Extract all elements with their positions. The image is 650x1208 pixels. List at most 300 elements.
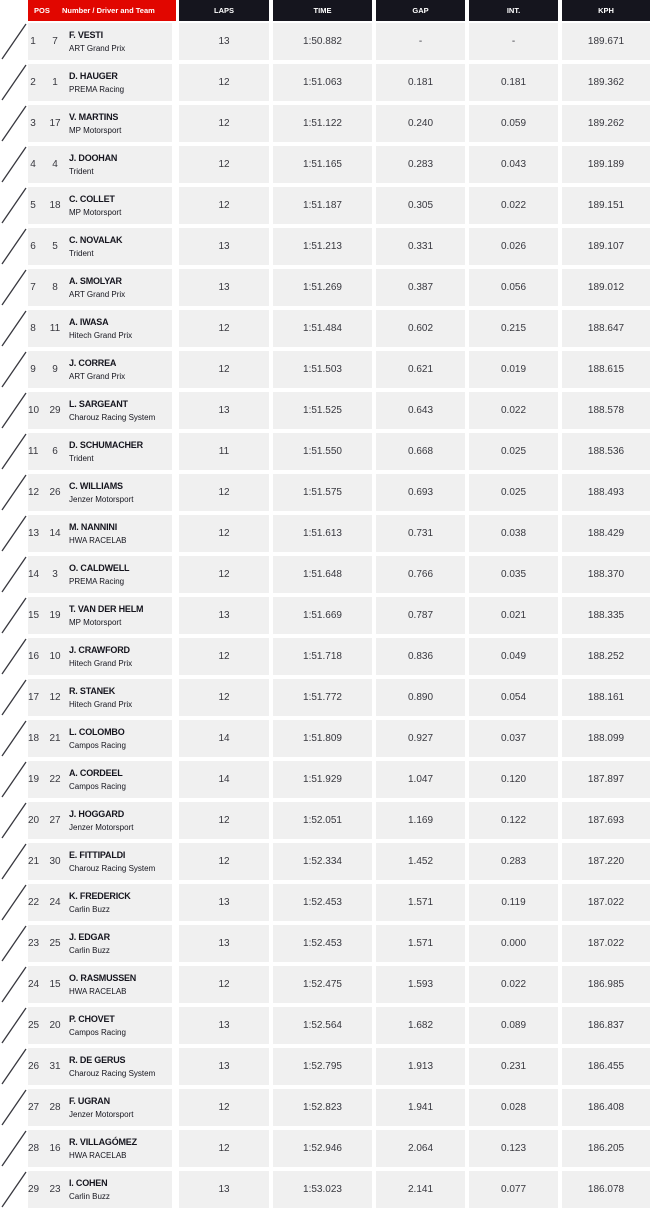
car-number: 11 <box>49 323 61 334</box>
header-kph: KPH <box>562 0 650 21</box>
driver-name-link[interactable]: L. COLOMBO <box>69 727 125 737</box>
driver-name-link[interactable]: R. VILLAGÓMEZ <box>69 1137 137 1147</box>
kph-cell <box>562 228 650 265</box>
gap-cell <box>376 720 465 757</box>
laps-cell <box>179 843 269 880</box>
car-number: 3 <box>52 569 58 580</box>
gap-cell <box>376 966 465 1003</box>
kph-value: 187.220 <box>587 856 625 867</box>
laps-cell <box>179 884 269 921</box>
laps-cell <box>179 761 269 798</box>
gap-cell <box>376 23 465 60</box>
position-driver-cell <box>28 269 172 306</box>
position: 21 <box>28 856 40 867</box>
gap-cell <box>376 433 465 470</box>
gap-value: 2.141 <box>407 1184 434 1195</box>
time-cell <box>273 310 372 347</box>
position: 19 <box>28 774 40 785</box>
team-name: ART Grand Prix <box>69 372 126 381</box>
table-row[interactable] <box>0 1169 650 1208</box>
interval-value: 0.123 <box>500 1143 527 1154</box>
interval-cell <box>469 884 558 921</box>
kph-value: 189.151 <box>587 200 625 211</box>
interval-cell <box>469 105 558 142</box>
interval-value: 0.019 <box>500 364 527 375</box>
driver-name-link[interactable]: R. DE GERUS <box>69 1055 126 1065</box>
car-number: 25 <box>49 938 61 949</box>
table-row[interactable] <box>0 1128 650 1167</box>
car-number: 22 <box>49 774 61 785</box>
laps-value: 13 <box>218 1061 230 1072</box>
time-cell <box>273 843 372 880</box>
interval-cell <box>469 515 558 552</box>
gap-value: 0.387 <box>407 282 434 293</box>
team-name: Campos Racing <box>69 741 126 750</box>
kph-value: 188.647 <box>587 323 625 334</box>
header-pos: POS <box>34 6 50 15</box>
table-row[interactable] <box>0 349 650 388</box>
kph-value: 189.107 <box>587 241 625 252</box>
time-value: 1:51.550 <box>303 446 342 457</box>
position: 14 <box>28 569 40 580</box>
team-name: PREMA Racing <box>69 577 125 586</box>
table-row[interactable] <box>0 267 650 306</box>
laps-cell <box>179 351 269 388</box>
interval-cell <box>469 556 558 593</box>
driver-name-link[interactable]: P. CHOVET <box>69 1014 115 1024</box>
interval-cell <box>469 638 558 675</box>
driver-name-link[interactable]: C. WILLIAMS <box>69 481 123 491</box>
kph-value: 186.455 <box>587 1061 625 1072</box>
gap-cell <box>376 64 465 101</box>
team-color-stripe-icon <box>0 1169 28 1208</box>
table-row[interactable] <box>0 677 650 716</box>
interval-value: 0.231 <box>500 1061 527 1072</box>
position-driver-cell <box>28 966 172 1003</box>
gap-value: 1.169 <box>407 815 434 826</box>
laps-value: 13 <box>218 405 230 416</box>
gap-cell <box>376 105 465 142</box>
kph-value: 188.161 <box>587 692 625 703</box>
position-driver-cell <box>28 884 172 921</box>
kph-value: 188.536 <box>587 446 625 457</box>
driver-name-link[interactable]: M. NANNINI <box>69 522 117 532</box>
interval-cell <box>469 64 558 101</box>
car-number: 4 <box>52 159 58 170</box>
driver-name-link[interactable]: T. VAN DER HELM <box>69 604 144 614</box>
gap-value: 0.621 <box>407 364 434 375</box>
team-name: Jenzer Motorsport <box>69 823 134 832</box>
interval-value: 0.119 <box>501 897 526 908</box>
kph-value: 186.837 <box>587 1020 625 1031</box>
table-row[interactable] <box>0 595 650 634</box>
position: 27 <box>28 1102 40 1113</box>
team-name: ART Grand Prix <box>69 290 126 299</box>
team-name: Campos Racing <box>69 782 126 791</box>
car-number: 21 <box>49 733 61 744</box>
position: 24 <box>28 979 40 990</box>
interval-cell <box>469 433 558 470</box>
table-row[interactable] <box>0 554 650 593</box>
kph-value: 186.985 <box>587 979 625 990</box>
position: 1 <box>30 36 36 47</box>
team-name: MP Motorsport <box>69 126 122 135</box>
driver-name-link[interactable]: J. DOOHAN <box>69 153 118 163</box>
team-color-stripe-icon <box>0 636 28 675</box>
team-color-stripe-icon <box>0 923 28 962</box>
time-cell <box>273 474 372 511</box>
kph-cell <box>562 843 650 880</box>
time-value: 1:51.187 <box>303 200 342 211</box>
kph-cell <box>562 1130 650 1167</box>
car-number: 12 <box>49 692 61 703</box>
kph-value: 189.012 <box>587 282 625 293</box>
driver-name-link[interactable]: F. VESTI <box>69 30 103 40</box>
gap-value: 0.602 <box>407 323 434 334</box>
gap-value: 0.643 <box>407 405 434 416</box>
position-driver-cell <box>28 310 172 347</box>
car-number: 14 <box>49 528 61 539</box>
kph-cell <box>562 474 650 511</box>
laps-value: 13 <box>218 1184 230 1195</box>
table-row[interactable] <box>0 800 650 839</box>
table-row[interactable] <box>0 882 650 921</box>
table-row[interactable] <box>0 21 650 60</box>
kph-cell <box>562 146 650 183</box>
team-name: MP Motorsport <box>69 618 122 627</box>
gap-value: 0.181 <box>407 77 434 88</box>
team-color-stripe-icon <box>0 431 28 470</box>
team-name: Carlin Buzz <box>69 905 110 914</box>
team-color-stripe-icon <box>0 759 28 798</box>
gap-cell <box>376 1089 465 1126</box>
laps-value: 13 <box>218 610 230 621</box>
position-driver-cell <box>28 64 172 101</box>
interval-value: 0.181 <box>500 77 527 88</box>
table-row[interactable] <box>0 513 650 552</box>
kph-cell <box>562 1171 650 1208</box>
kph-cell <box>562 679 650 716</box>
gap-cell <box>376 761 465 798</box>
time-value: 1:52.453 <box>303 897 342 908</box>
laps-cell <box>179 64 269 101</box>
gap-cell <box>376 392 465 429</box>
kph-cell <box>562 966 650 1003</box>
position-driver-cell <box>28 556 172 593</box>
table-row[interactable] <box>0 923 650 962</box>
laps-value: 12 <box>218 118 230 129</box>
position-driver-cell <box>28 1171 172 1208</box>
header-number-driver-team: Number / Driver and Team <box>62 6 155 15</box>
interval-cell <box>469 474 558 511</box>
kph-value: 189.189 <box>587 159 625 170</box>
driver-name-link[interactable]: K. FREDERICK <box>69 891 131 901</box>
team-color-stripe-icon <box>0 390 28 429</box>
driver-name-link[interactable]: A. SMOLYAR <box>69 276 122 286</box>
driver-name-link[interactable]: J. CRAWFORD <box>69 645 130 655</box>
table-row[interactable] <box>0 431 650 470</box>
time-cell <box>273 720 372 757</box>
position: 26 <box>28 1061 40 1072</box>
laps-cell <box>179 146 269 183</box>
team-name: Hitech Grand Prix <box>69 331 133 340</box>
table-row[interactable] <box>0 390 650 429</box>
driver-name-link[interactable]: C. COLLET <box>69 194 115 204</box>
team-color-stripe-icon <box>0 308 28 347</box>
position: 13 <box>28 528 40 539</box>
table-row[interactable] <box>0 1046 650 1085</box>
header-pos-driver <box>28 0 176 21</box>
interval-value: 0.059 <box>500 118 527 129</box>
gap-value: 1.047 <box>407 774 434 785</box>
team-color-stripe-icon <box>0 964 28 1003</box>
time-cell <box>273 802 372 839</box>
position: 23 <box>28 938 40 949</box>
gap-cell <box>376 843 465 880</box>
gap-cell <box>376 556 465 593</box>
position-driver-cell <box>28 638 172 675</box>
interval-cell <box>469 966 558 1003</box>
driver-name-link[interactable]: A. CORDEEL <box>69 768 123 778</box>
gap-value: 0.668 <box>407 446 434 457</box>
interval-value: 0.000 <box>500 938 527 949</box>
car-number: 29 <box>49 405 61 416</box>
interval-value: 0.021 <box>500 610 527 621</box>
car-number: 26 <box>49 487 61 498</box>
car-number: 18 <box>49 200 61 211</box>
position-driver-cell <box>28 228 172 265</box>
interval-cell <box>469 187 558 224</box>
gap-value: 0.731 <box>407 528 434 539</box>
position: 4 <box>30 159 36 170</box>
table-header <box>0 0 650 21</box>
team-color-stripe-icon <box>0 144 28 183</box>
gap-value: 1.571 <box>407 897 434 908</box>
gap-cell <box>376 597 465 634</box>
position-driver-cell <box>28 474 172 511</box>
position: 28 <box>28 1143 40 1154</box>
kph-cell <box>562 351 650 388</box>
team-name: Jenzer Motorsport <box>69 495 134 504</box>
gap-cell <box>376 474 465 511</box>
interval-value: 0.025 <box>500 446 527 457</box>
interval-value: 0.215 <box>500 323 527 334</box>
laps-cell <box>179 720 269 757</box>
kph-cell <box>562 1048 650 1085</box>
driver-name-link[interactable]: C. NOVALAK <box>69 235 123 245</box>
position-driver-cell <box>28 720 172 757</box>
table-row[interactable] <box>0 185 650 224</box>
laps-value: 13 <box>218 1020 230 1031</box>
team-color-stripe-icon <box>0 841 28 880</box>
interval-cell <box>469 23 558 60</box>
position-driver-cell <box>28 23 172 60</box>
time-cell <box>273 1089 372 1126</box>
driver-name-link[interactable]: J. EDGAR <box>69 932 110 942</box>
time-cell <box>273 966 372 1003</box>
time-value: 1:52.795 <box>303 1061 342 1072</box>
interval-value: 0.049 <box>500 651 527 662</box>
kph-value: 186.205 <box>587 1143 625 1154</box>
table-row[interactable] <box>0 636 650 675</box>
interval-value: 0.035 <box>500 569 527 580</box>
gap-value: 0.766 <box>407 569 434 580</box>
car-number: 7 <box>52 36 58 47</box>
time-value: 1:52.564 <box>303 1020 342 1031</box>
team-name: Carlin Buzz <box>69 1192 110 1201</box>
position-driver-cell <box>28 187 172 224</box>
gap-cell <box>376 310 465 347</box>
interval-cell <box>469 146 558 183</box>
team-color-stripe-icon <box>0 349 28 388</box>
position-driver-cell <box>28 843 172 880</box>
car-number: 15 <box>49 979 61 990</box>
driver-name-link[interactable]: V. MARTINS <box>69 112 119 122</box>
table-row[interactable] <box>0 103 650 142</box>
team-color-stripe-icon <box>0 1128 28 1167</box>
laps-cell <box>179 966 269 1003</box>
car-number: 16 <box>49 1143 61 1154</box>
laps-value: 11 <box>218 446 230 457</box>
interval-value: 0.283 <box>500 856 527 867</box>
team-name: Jenzer Motorsport <box>69 1110 134 1119</box>
header-laps: LAPS <box>179 0 269 21</box>
laps-value: 12 <box>218 200 230 211</box>
position-driver-cell <box>28 1089 172 1126</box>
team-name: Carlin Buzz <box>69 946 110 955</box>
laps-cell <box>179 1048 269 1085</box>
driver-name-link[interactable]: J. HOGGARD <box>69 809 125 819</box>
position-driver-cell <box>28 351 172 388</box>
kph-cell <box>562 310 650 347</box>
interval-cell <box>469 1089 558 1126</box>
table-row[interactable] <box>0 759 650 798</box>
laps-cell <box>179 23 269 60</box>
kph-value: 186.408 <box>587 1102 625 1113</box>
table-row[interactable] <box>0 226 650 265</box>
gap-cell <box>376 1048 465 1085</box>
driver-name-link[interactable]: D. SCHUMACHER <box>69 440 143 450</box>
gap-value: 2.064 <box>407 1143 434 1154</box>
laps-cell <box>179 515 269 552</box>
gap-cell <box>376 638 465 675</box>
car-number: 19 <box>49 610 61 621</box>
team-color-stripe-icon <box>0 472 28 511</box>
kph-cell <box>562 720 650 757</box>
time-value: 1:52.823 <box>303 1102 342 1113</box>
time-value: 1:51.929 <box>303 774 342 785</box>
position-driver-cell <box>28 925 172 962</box>
position: 25 <box>28 1020 40 1031</box>
kph-cell <box>562 433 650 470</box>
driver-name-link[interactable]: J. CORREA <box>69 358 117 368</box>
driver-name-link[interactable]: O. RASMUSSEN <box>69 973 137 983</box>
team-color-stripe-icon <box>0 226 28 265</box>
table-row[interactable] <box>0 62 650 101</box>
gap-cell <box>376 1130 465 1167</box>
time-cell <box>273 228 372 265</box>
laps-value: 13 <box>218 938 230 949</box>
kph-value: 188.370 <box>587 569 625 580</box>
driver-name-link[interactable]: E. FITTIPALDI <box>69 850 126 860</box>
kph-cell <box>562 392 650 429</box>
laps-cell <box>179 1130 269 1167</box>
driver-name-link[interactable]: A. IWASA <box>69 317 109 327</box>
kph-value: 188.429 <box>587 528 625 539</box>
car-number: 1 <box>52 77 58 88</box>
time-cell <box>273 351 372 388</box>
driver-name-link[interactable]: D. HAUGER <box>69 71 118 81</box>
time-cell <box>273 433 372 470</box>
car-number: 20 <box>49 1020 61 1031</box>
team-color-stripe-icon <box>0 1087 28 1126</box>
time-value: 1:51.809 <box>303 733 342 744</box>
interval-value: 0.077 <box>500 1184 527 1195</box>
laps-value: 12 <box>218 323 230 334</box>
laps-value: 12 <box>218 856 230 867</box>
interval-cell <box>469 1007 558 1044</box>
position: 11 <box>28 446 39 457</box>
table-row[interactable] <box>0 1087 650 1126</box>
interval-cell <box>469 925 558 962</box>
team-color-stripe-icon <box>0 513 28 552</box>
interval-value: 0.022 <box>500 405 527 416</box>
kph-value: 187.022 <box>587 938 625 949</box>
driver-name-link[interactable]: I. COHEN <box>69 1178 108 1188</box>
gap-cell <box>376 351 465 388</box>
time-value: 1:52.453 <box>303 938 342 949</box>
team-color-stripe-icon <box>0 800 28 839</box>
laps-cell <box>179 679 269 716</box>
team-name: Trident <box>69 167 94 176</box>
table-row[interactable] <box>0 841 650 880</box>
gap-cell <box>376 228 465 265</box>
time-cell <box>273 556 372 593</box>
car-number: 31 <box>49 1061 61 1072</box>
time-value: 1:51.575 <box>303 487 342 498</box>
table-row[interactable] <box>0 308 650 347</box>
car-number: 17 <box>49 118 61 129</box>
position: 5 <box>30 200 36 211</box>
header-int: INT. <box>469 0 558 21</box>
interval-cell <box>469 310 558 347</box>
kph-value: 188.493 <box>587 487 625 498</box>
team-name: Trident <box>69 454 94 463</box>
time-value: 1:51.718 <box>303 651 342 662</box>
laps-cell <box>179 433 269 470</box>
position: 17 <box>28 692 40 703</box>
driver-name-link[interactable]: R. STANEK <box>69 686 116 696</box>
position-driver-cell <box>28 679 172 716</box>
time-cell <box>273 597 372 634</box>
table-row[interactable] <box>0 472 650 511</box>
table-row[interactable] <box>0 964 650 1003</box>
kph-cell <box>562 556 650 593</box>
position: 20 <box>28 815 40 826</box>
kph-cell <box>562 597 650 634</box>
time-cell <box>273 146 372 183</box>
position: 29 <box>28 1184 40 1195</box>
driver-name-link[interactable]: F. UGRAN <box>69 1096 110 1106</box>
interval-value: 0.122 <box>500 815 527 826</box>
driver-name-link[interactable]: O. CALDWELL <box>69 563 130 573</box>
driver-name-link[interactable]: L. SARGEANT <box>69 399 128 409</box>
position-driver-cell <box>28 392 172 429</box>
table-row[interactable] <box>0 1005 650 1044</box>
gap-value: 0.927 <box>407 733 434 744</box>
table-row[interactable] <box>0 718 650 757</box>
table-row[interactable] <box>0 144 650 183</box>
